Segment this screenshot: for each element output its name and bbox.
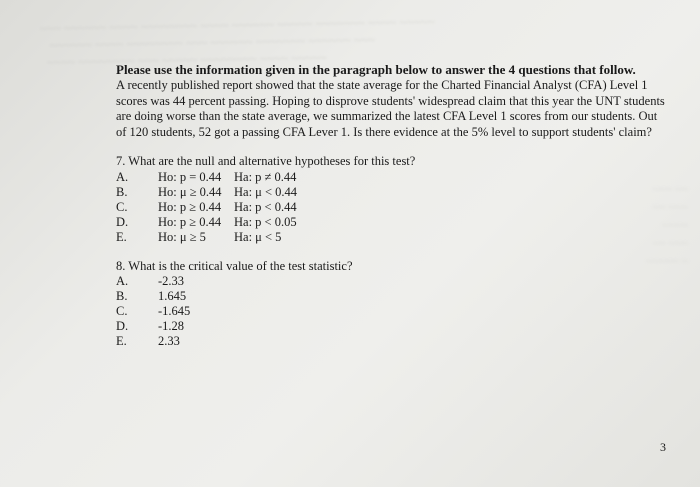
question-8-option bbox=[116, 289, 676, 304]
option-letter: B. bbox=[116, 184, 128, 199]
null-hypothesis: Ho: μ ≥ 5 bbox=[158, 229, 206, 244]
instructions-heading: Please use the information given in the paragraph below to answer the 4 questions that follow. bbox=[116, 62, 636, 77]
question-8-stem: 8. What is the critical value of the test statistic? bbox=[116, 258, 353, 273]
question-7-stem: 7. What are the null and alternative hypotheses for this test? bbox=[116, 154, 416, 168]
question-7-option bbox=[116, 215, 676, 230]
option-letter: E. bbox=[116, 334, 127, 348]
question-8 bbox=[116, 259, 676, 350]
option-letter: A. bbox=[116, 169, 129, 184]
option-letter: E. bbox=[116, 229, 127, 244]
option-value: -2.33 bbox=[158, 274, 185, 288]
option-value: 2.33 bbox=[158, 334, 180, 348]
null-hypothesis: Ho: p = 0.44 bbox=[158, 169, 222, 184]
option-letter: D. bbox=[116, 214, 129, 229]
bleed-through-margin: ~~~ ~~ ~~ ~~~ ~~~~ ~~ ~~~ ~~~~~ ~ bbox=[646, 182, 688, 268]
bleed-through-text: ~~~ ~~~~~~ ~~~~ ~~~~~~~~ ~~~~ ~~~~~~ ~~~~~ ~~~~~~~ ~~~~ ~~~~~ ~~~~~~ ~~~~ ~~~~~~~~ ~~~ ~~~~~~ ~~~~~~~ ~~~~~~ ~~~ ~~~~ ~~~~~~~~ ~~~ ~~~~~ ~~~~~~~~ ~~~~ ~~~~~ bbox=[39, 13, 435, 70]
page-number: 3 bbox=[660, 440, 666, 454]
option-letter: C. bbox=[116, 199, 128, 214]
question-7-option bbox=[116, 170, 676, 185]
alternative-hypothesis: Ha: p < 0.05 bbox=[234, 214, 297, 229]
question-7-option bbox=[116, 230, 676, 245]
option-letter: B. bbox=[116, 289, 128, 303]
problem-paragraph: A recently published report showed that the state average for the Charted Financial Analyst (CFA) Level 1 scores was 44 percent passing. Hoping to disprove students' widespread claim that this year the UNT students are doing worse than the state average, we summarized the latest CFA Level 1 scores from our students. Out of 120 students, 52 got a passing CFA Lever 1. Is there evidence at the 5% level to support students' claim? bbox=[116, 78, 665, 139]
question-7 bbox=[116, 154, 676, 245]
option-letter: C. bbox=[116, 304, 128, 318]
null-hypothesis: Ho: p ≥ 0.44 bbox=[158, 214, 222, 229]
question-sheet bbox=[116, 62, 676, 349]
alternative-hypothesis: Ha: μ < 0.44 bbox=[234, 184, 298, 199]
question-7-option bbox=[116, 185, 676, 200]
alternative-hypothesis: Ha: p < 0.44 bbox=[234, 199, 297, 214]
option-value: 1.645 bbox=[158, 289, 187, 303]
option-value: -1.28 bbox=[158, 319, 185, 333]
question-8-option bbox=[116, 334, 676, 349]
option-value: -1.645 bbox=[158, 304, 191, 318]
option-letter: A. bbox=[116, 274, 129, 288]
question-8-option bbox=[116, 319, 676, 334]
null-hypothesis: Ho: p ≥ 0.44 bbox=[158, 199, 222, 214]
alternative-hypothesis: Ha: p ≠ 0.44 bbox=[234, 169, 297, 184]
null-hypothesis: Ho: μ ≥ 0.44 bbox=[158, 184, 222, 199]
question-8-option bbox=[116, 274, 676, 289]
question-7-option bbox=[116, 200, 676, 215]
question-8-option bbox=[116, 304, 676, 319]
option-letter: D. bbox=[116, 319, 129, 333]
alternative-hypothesis: Ha: μ < 5 bbox=[234, 229, 282, 244]
